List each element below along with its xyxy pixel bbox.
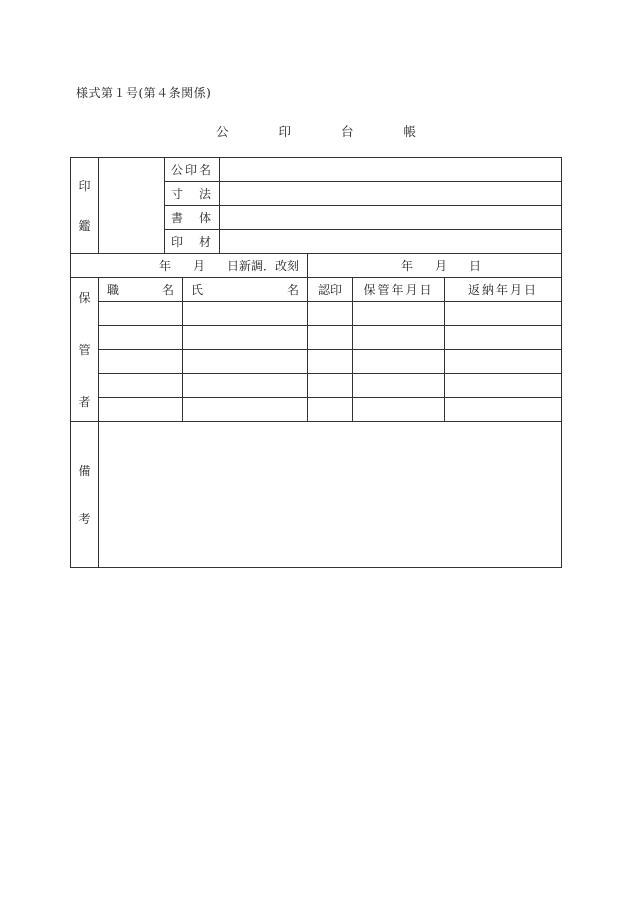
header-keep-date: 保管年月日: [353, 278, 445, 302]
approval-cell[interactable]: [308, 350, 353, 374]
approval-cell[interactable]: [308, 302, 353, 326]
page-title: [216, 122, 416, 140]
seal-field-material-label: 印 材: [165, 230, 220, 254]
seal-field-size-label: 寸 法: [165, 182, 220, 206]
remarks-cell[interactable]: [99, 422, 562, 568]
date-row: [71, 254, 562, 278]
keep-date-cell[interactable]: [353, 374, 445, 398]
remarks-row: [71, 422, 562, 568]
table-row: [71, 350, 562, 374]
name-cell[interactable]: [183, 350, 308, 374]
title-char: 印: [278, 124, 291, 139]
seal-field-name-value[interactable]: [220, 158, 562, 182]
seal-label: 印 鑑: [71, 158, 99, 254]
position-cell[interactable]: [99, 350, 183, 374]
seal-field-size-value[interactable]: [220, 182, 562, 206]
keep-date-cell[interactable]: [353, 326, 445, 350]
return-date-cell[interactable]: [445, 302, 562, 326]
title-char: 公: [216, 124, 229, 139]
name-cell[interactable]: [183, 302, 308, 326]
approval-cell[interactable]: [308, 398, 353, 422]
date-cell[interactable]: 年 月 日: [308, 254, 562, 278]
keep-date-cell[interactable]: [353, 398, 445, 422]
return-date-cell[interactable]: [445, 374, 562, 398]
return-date-cell[interactable]: [445, 326, 562, 350]
name-cell[interactable]: [183, 326, 308, 350]
remarks-label: 備 考: [71, 422, 99, 568]
table-row: [71, 374, 562, 398]
table-row: [71, 302, 562, 326]
position-cell[interactable]: [99, 398, 183, 422]
keep-date-cell[interactable]: [353, 350, 445, 374]
seal-field-typeface-value[interactable]: [220, 206, 562, 230]
table-row: [71, 326, 562, 350]
header-approval: 認印: [308, 278, 353, 302]
keep-date-cell[interactable]: [353, 302, 445, 326]
seal-register-table: [70, 157, 562, 568]
approval-cell[interactable]: [308, 374, 353, 398]
table-row: [71, 398, 562, 422]
position-cell[interactable]: [99, 302, 183, 326]
header-position: 職 名: [99, 278, 183, 302]
keeper-label: 保 管 者: [71, 278, 99, 422]
title-char: 台: [340, 124, 354, 139]
seal-field-typeface-label: 書 体: [165, 206, 220, 230]
seal-field-name-label: 公 印 名: [165, 158, 220, 182]
approval-cell[interactable]: [308, 326, 353, 350]
header-return-date: 返納年月日: [445, 278, 562, 302]
name-cell[interactable]: [183, 374, 308, 398]
position-cell[interactable]: [99, 374, 183, 398]
new-made-date-cell[interactable]: 年 月 日新調．改刻: [71, 254, 308, 278]
seal-impression-cell[interactable]: [99, 158, 165, 254]
return-date-cell[interactable]: [445, 350, 562, 374]
header-name: 氏 名: [183, 278, 308, 302]
position-cell[interactable]: [99, 326, 183, 350]
seal-row: [71, 158, 562, 182]
form-number: 様式第１号(第４条関係): [76, 86, 212, 100]
return-date-cell[interactable]: [445, 398, 562, 422]
seal-field-material-value[interactable]: [220, 230, 562, 254]
keeper-header-row: [71, 278, 562, 302]
title-char: 帳: [403, 124, 416, 139]
name-cell[interactable]: [183, 398, 308, 422]
